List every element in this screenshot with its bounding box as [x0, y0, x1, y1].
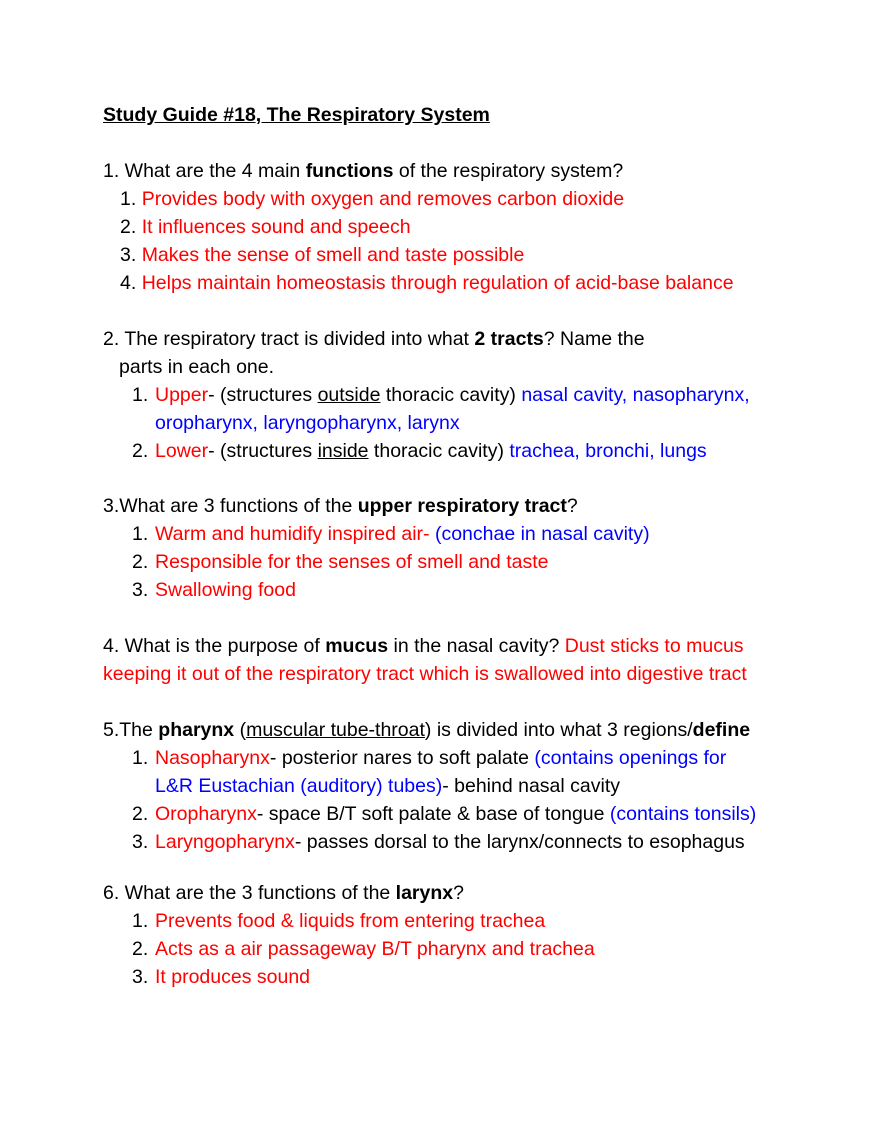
- page-title: Study Guide #18, The Respiratory System: [103, 104, 490, 126]
- q5-answer-1-num: 1.: [132, 747, 149, 769]
- q1-answer-1: 1. Provides body with oxygen and removes carbon dioxide: [120, 188, 625, 210]
- question-4-answer-cont: keeping it out of the respiratory tract which is swallowed into digestive tract: [103, 663, 747, 685]
- question-2: 2. The respiratory tract is divided into what 2 tracts? Name the: [103, 328, 645, 350]
- q3-answer-1: Warm and humidify inspired air- (conchae in nasal cavity): [155, 523, 650, 545]
- question-3: 3.What are 3 functions of the upper respiratory tract?: [103, 495, 578, 517]
- question-4: 4. What is the purpose of mucus in the nasal cavity? Dust sticks to mucus: [103, 635, 744, 657]
- q2-answer-1-text: Upper- (structures outside thoracic cavity) nasal cavity, nasopharynx,: [155, 384, 750, 406]
- question-6: 6. What are the 3 functions of the larynx?: [103, 882, 464, 904]
- q6-answer-2: Acts as a air passageway B/T pharynx and trachea: [155, 938, 595, 960]
- q5-answer-2-num: 2.: [132, 803, 149, 825]
- q2-answer-1: 1.: [132, 384, 149, 406]
- q1-answer-4: 4. Helps maintain homeostasis through regulation of acid-base balance: [120, 272, 734, 294]
- q3-answer-2: Responsible for the senses of smell and taste: [155, 551, 549, 573]
- q5-answer-1-cont: L&R Eustachian (auditory) tubes)- behind nasal cavity: [155, 775, 621, 797]
- q1-answer-2: 2. It influences sound and speech: [120, 216, 411, 238]
- q6-answer-3-num: 3.: [132, 966, 149, 988]
- q5-answer-3-num: 3.: [132, 831, 149, 853]
- q2-answer-2-text: Lower- (structures inside thoracic cavity) trachea, bronchi, lungs: [155, 440, 707, 462]
- q3-answer-3: Swallowing food: [155, 579, 296, 601]
- q6-answer-1: Prevents food & liquids from entering trachea: [155, 910, 546, 932]
- q1-answer-3: 3. Makes the sense of smell and taste possible: [120, 244, 525, 266]
- q3-answer-1-num: 1.: [132, 523, 149, 545]
- q6-answer-1-num: 1.: [132, 910, 149, 932]
- q3-answer-2-num: 2.: [132, 551, 149, 573]
- question-2-line-2: parts in each one.: [119, 356, 275, 378]
- question-1: 1. What are the 4 main functions of the respiratory system?: [103, 160, 624, 182]
- q5-answer-2: Oropharynx- space B/T soft palate & base of tongue (contains tonsils): [155, 803, 757, 825]
- q2-answer-1-cont: oropharynx, laryngopharynx, larynx: [155, 412, 460, 434]
- q5-answer-1: Nasopharynx- posterior nares to soft palate (contains openings for: [155, 747, 727, 769]
- q6-answer-2-num: 2.: [132, 938, 149, 960]
- q3-answer-3-num: 3.: [132, 579, 149, 601]
- q5-answer-3: Laryngopharynx- passes dorsal to the larynx/connects to esophagus: [155, 831, 745, 853]
- q6-answer-3: It produces sound: [155, 966, 311, 988]
- question-5: 5.The pharynx (muscular tube-throat) is divided into what 3 regions/define: [103, 719, 751, 741]
- q2-answer-2: 2.: [132, 440, 149, 462]
